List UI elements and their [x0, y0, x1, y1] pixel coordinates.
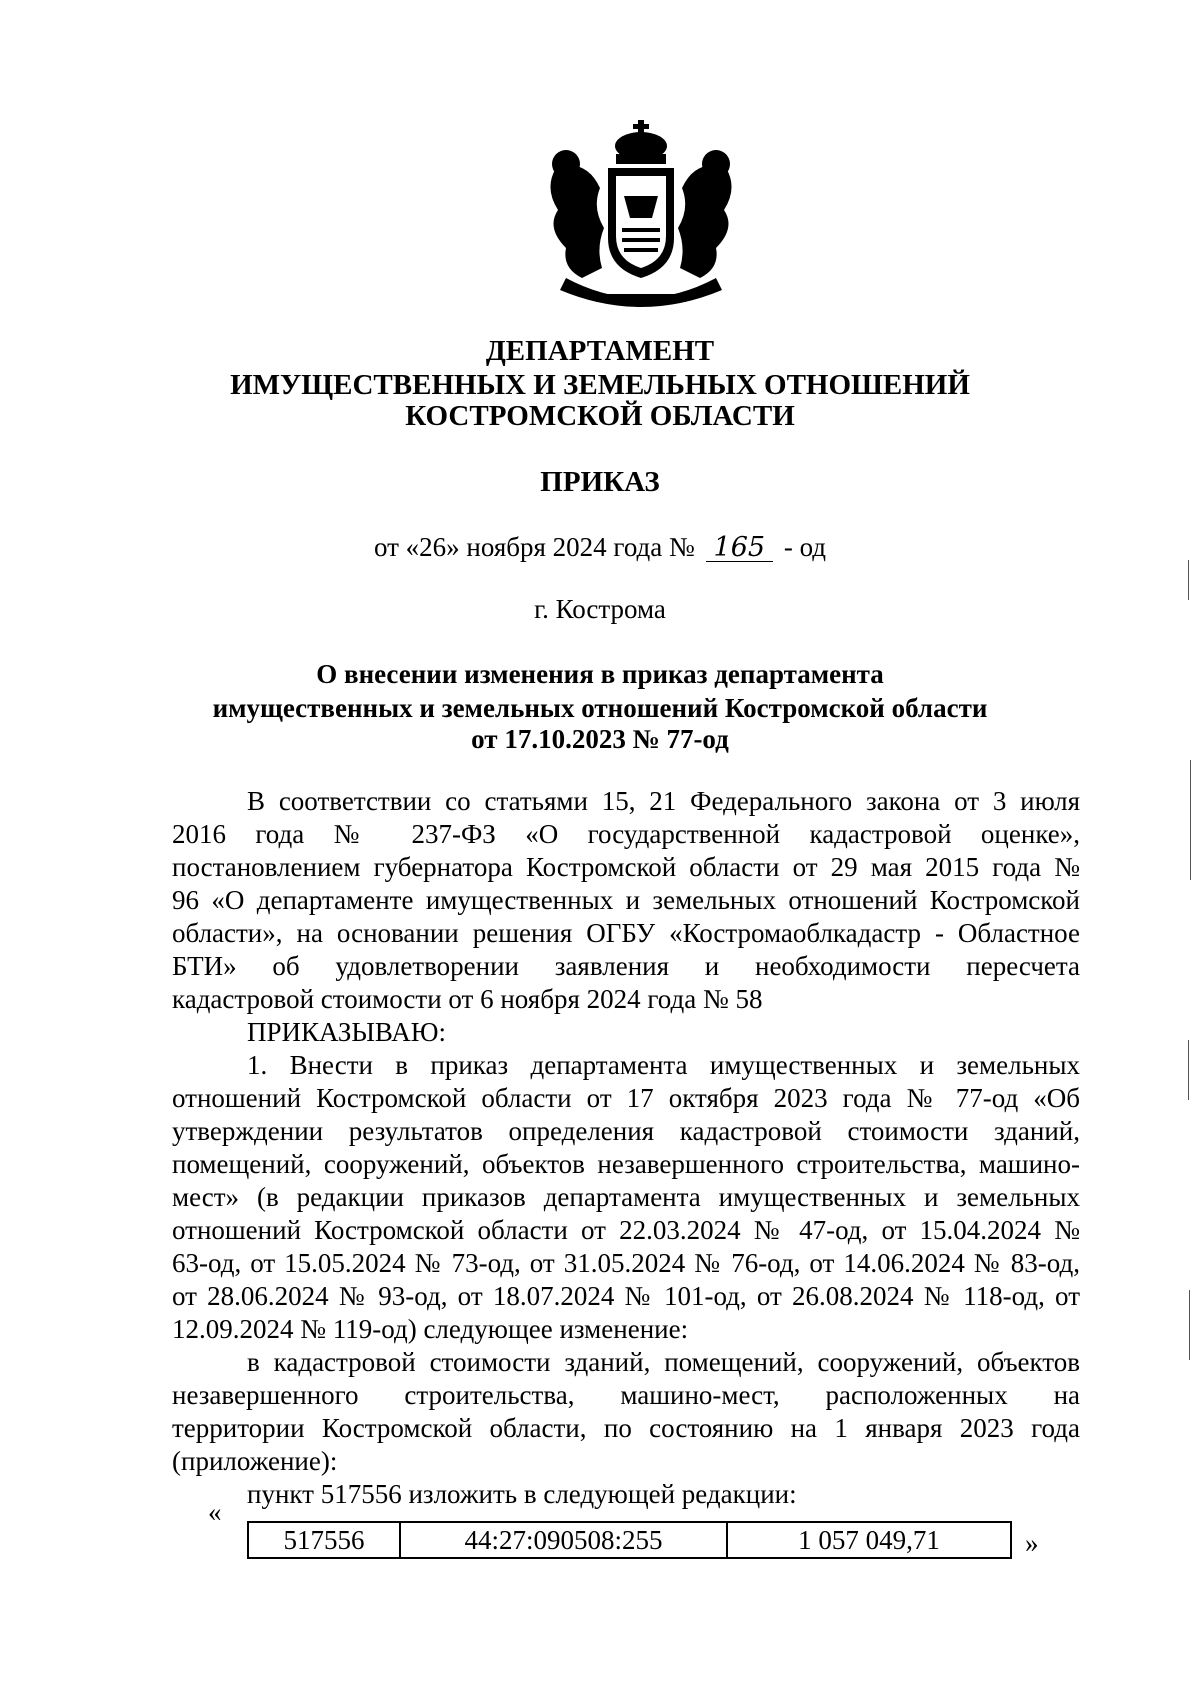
order-title-line3: от 17.10.2023 № 77-од	[471, 724, 729, 754]
text-line: 2016 года № 237-ФЗ «О государственной кадастровой оценке»,	[172, 819, 1080, 849]
text-line: пункт 517556 изложить в следующей редакции:	[247, 1479, 797, 1509]
text-line: области», на основании решения ОГБУ «Костромаоблкадастр - Областное	[172, 918, 1080, 948]
text-line: от 28.06.2024 № 93-од, от 18.07.2024 № 101-од, от 26.08.2024 № 118-од, от	[172, 1281, 1080, 1311]
scan-margin-mark	[1190, 760, 1191, 880]
order-date: от «26» ноября 2024 года №	[373, 532, 695, 562]
department-title-line3: КОСТРОМСКОЙ ОБЛАСТИ	[405, 400, 795, 432]
text-line: В соответствии со статьями 15, 21 Федерального закона от 3 июля	[247, 786, 1080, 816]
order-title-line2: имущественных и земельных отношений Костромской области	[212, 693, 988, 723]
table-cell-cadastral-value: 1 057 049,71	[727, 1522, 1011, 1558]
scan-margin-mark	[1188, 560, 1189, 600]
cadastral-value-table	[247, 1521, 1012, 1559]
table-row	[248, 1522, 1011, 1558]
text-line: помещений, сооружений, объектов незавершенного строительства, машино-	[172, 1149, 1080, 1179]
order-date-line	[0, 532, 1200, 563]
text-line: (приложение):	[172, 1446, 338, 1476]
order-title-line1: О внесении изменения в приказ департамента	[316, 659, 884, 689]
text-line: утверждении результатов определения кадастровой стоимости зданий,	[172, 1116, 1080, 1146]
city: г. Кострома	[534, 594, 666, 624]
quote-close: »	[1025, 1528, 1039, 1558]
text-line: кадастровой стоимости от 6 ноября 2024 года № 58	[172, 984, 763, 1014]
department-title-line1: ДЕПАРТАМЕНТ	[485, 335, 715, 367]
table-cell-item-number: 517556	[248, 1522, 400, 1558]
text-line: 96 «О департаменте имущественных и земельных отношений Костромской	[172, 885, 1080, 915]
scan-margin-mark	[1188, 1040, 1189, 1100]
order-number-suffix: - од	[783, 532, 827, 562]
document-type: ПРИКАЗ	[540, 466, 660, 498]
scan-margin-mark	[1189, 1290, 1190, 1360]
text-line: территории Костромской области, по состоянию на 1 января 2023 года	[172, 1413, 1080, 1443]
text-line: незавершенного строительства, машино-мест, расположенных на	[172, 1380, 1080, 1410]
text-line: БТИ» об удовлетворении заявления и необходимости пересчета	[172, 951, 1080, 981]
quote-open: «	[208, 1497, 222, 1527]
text-line: отношений Костромской области от 22.03.2024 № 47-од, от 15.04.2024 №	[172, 1215, 1080, 1245]
order-number-handwritten: 165	[706, 535, 774, 562]
text-line: отношений Костромской области от 17 октября 2023 года № 77-од «Об	[172, 1083, 1080, 1113]
table-cell-cadastral-number: 44:27:090508:255	[400, 1522, 727, 1558]
text-line: 63-од, от 15.05.2024 № 73-од, от 31.05.2024 № 76-од, от 14.06.2024 № 83-од,	[172, 1248, 1080, 1278]
paragraph-preamble	[172, 785, 1080, 1511]
coat-of-arms-icon	[536, 118, 746, 318]
order-word: ПРИКАЗЫВАЮ:	[247, 1017, 446, 1047]
text-line: 12.09.2024 № 119-од) следующее изменение:	[172, 1314, 689, 1344]
text-line: постановлением губернатора Костромской области от 29 мая 2015 года №	[172, 852, 1080, 882]
text-line: мест» (в редакции приказов департамента имущественных и земельных	[172, 1182, 1080, 1212]
text-line: в кадастровой стоимости зданий, помещений, сооружений, объектов	[247, 1347, 1080, 1377]
department-title-line2: ИМУЩЕСТВЕННЫХ И ЗЕМЕЛЬНЫХ ОТНОШЕНИЙ	[230, 369, 970, 401]
text-line: 1. Внести в приказ департамента имущественных и земельных	[247, 1050, 1080, 1080]
